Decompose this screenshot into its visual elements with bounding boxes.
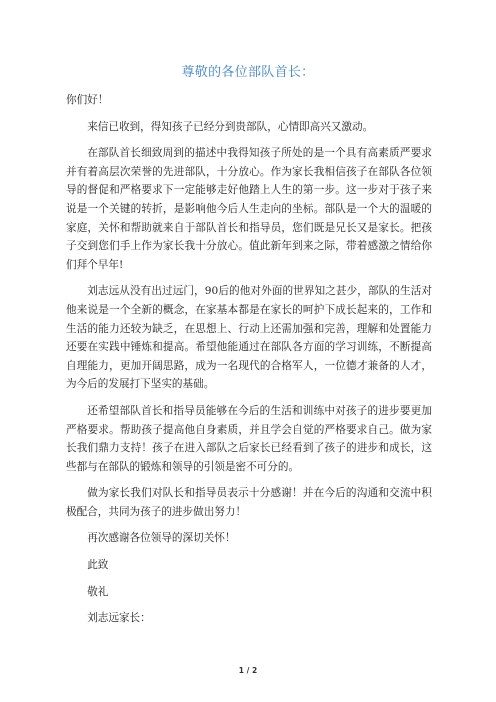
signature: 刘志远家长： (87, 612, 151, 625)
letter-body (66, 91, 432, 636)
paragraph-1: 来信已收到，得知孩子已经分到贵部队，心情即高兴又激动。 (87, 120, 374, 133)
document-title: 尊敬的各位部队首长： (181, 65, 315, 80)
closing-line-1: 此致 (87, 559, 109, 572)
closing-line-2: 敬礼 (87, 585, 109, 598)
thanks-line: 再次感谢各位领导的深切关怀！ (87, 532, 236, 545)
paragraph-5: 做为家长我们对队长和指导员表示十分感谢！并在今后的沟通和交流中积极配合，共同为孩子的进步做出努力！ (66, 487, 432, 518)
greeting: 你们好！ (66, 94, 109, 106)
paragraph-4: 还希望部队首长和指导员能够在今后的生活和训练中对孩子的进步要更加严格要求。帮助孩子提高他自身素质，并且学会自觉的严格要求自己。做为家长我们鼎力支持！孩子在进入部队之后家长已经看到了孩子的进步和成长，这些都与在部队的锻炼和领导的引领是密不可分的。 (66, 404, 432, 473)
paragraph-3: 刘志远从没有出过远门，90后的他对外面的世界知之甚少，部队的生活对他来说是一个全新的概念，在家基本都是在家长的呵护下成长起来的，工作和生活的能力还较为缺乏，在思想上、行动上还需加强和完善，理解和处置能力还要在实践中锤炼和提高。希望他能通过在部队各方面的学习训练，不断提高自理能力，更加开阔思路，成为一名现代的合格军人，一位德才兼备的人才，为今后的发展打下坚实的基础。 (66, 285, 432, 391)
page-indicator: 1 / 2 (238, 666, 258, 675)
paragraph-2: 在部队首长细致周到的描述中我得知孩子所处的是一个具有高素质严要求并有着高层次荣誉的先进部队，十分放心。作为家长我相信孩子在部队各位领导的督促和严格要求下一定能够走好他踏上人生的第一步。这一步对于孩子来说是一个关键的转折，是影响他今后人生走向的坐标。部队是一个大的温暖的家庭，关怀和帮助就来自于部队首长和指导员，您们既是兄长又是家长。把孩子交到您们手上作为家长我十分放心。值此新年到来之际，带着感激之情给你们拜个早年! (66, 147, 432, 271)
